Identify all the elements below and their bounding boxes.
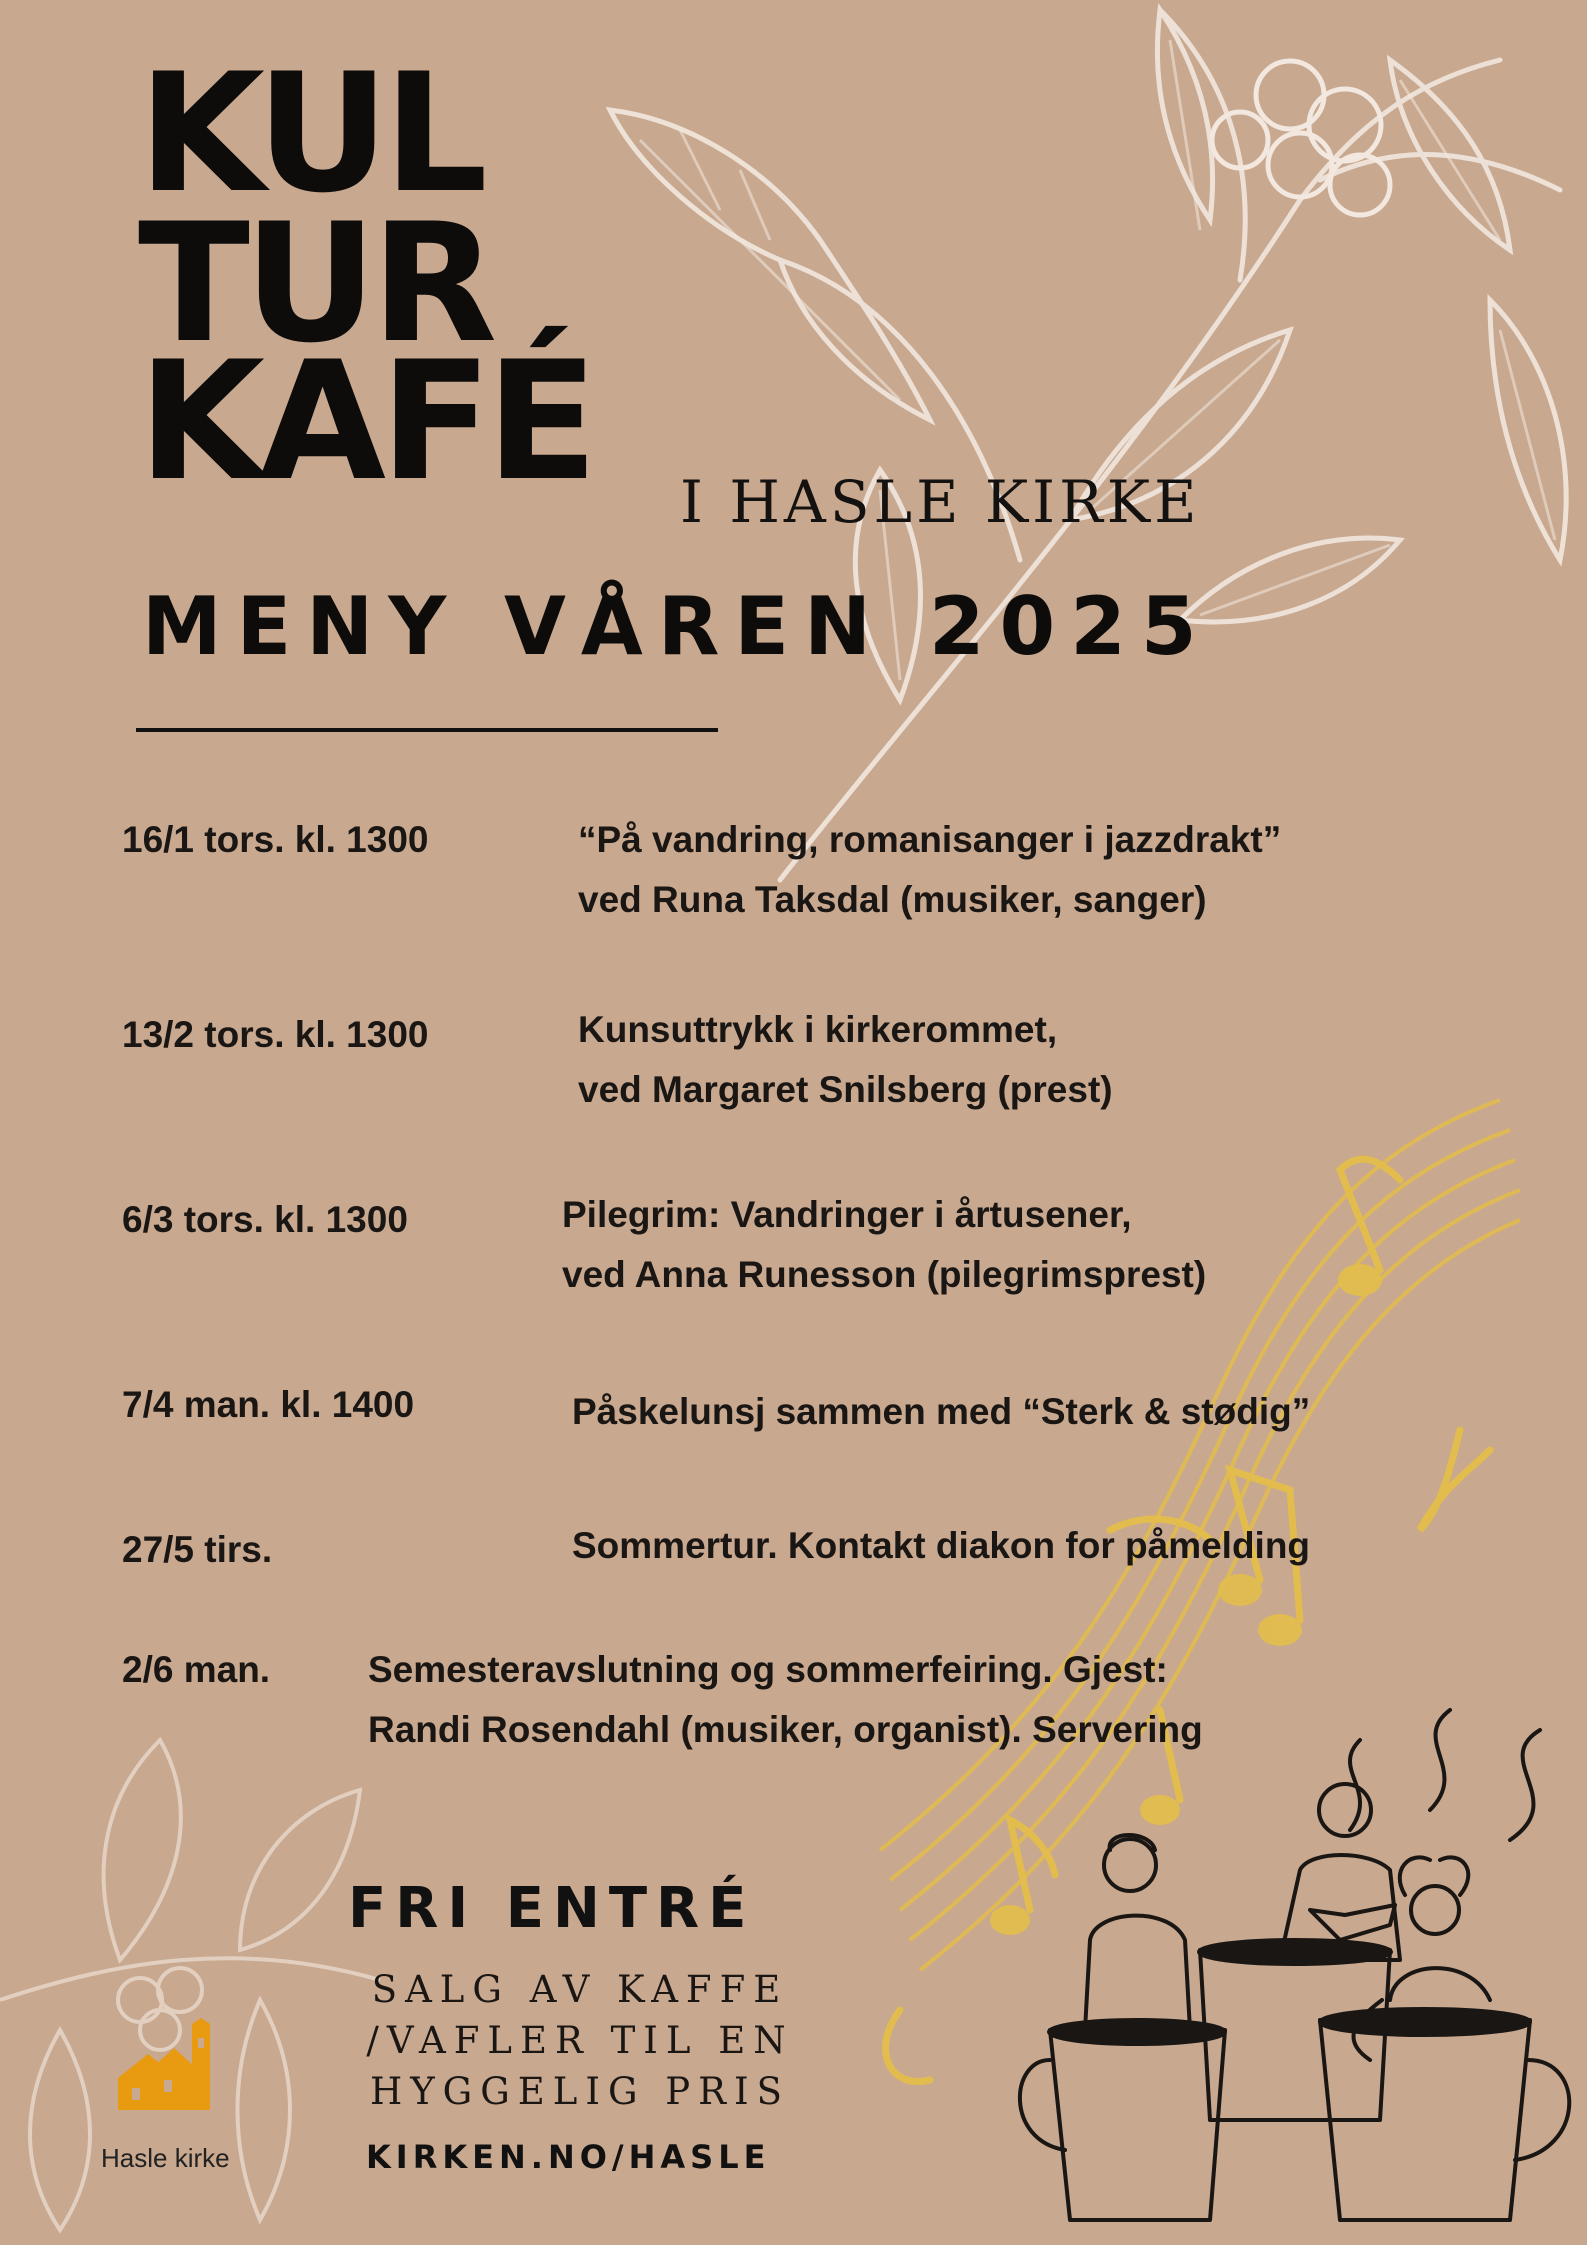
- event-description: Semesteravslutning og sommerfeiring. Gjest:: [368, 1649, 1168, 1690]
- event-description: ved Margaret Snilsberg (prest): [578, 1069, 1113, 1110]
- event-description: ved Anna Runesson (pilegrimsprest): [562, 1254, 1207, 1295]
- title-line-2: TUR: [138, 188, 492, 379]
- event-date: 16/1 tors. kl. 1300: [122, 819, 429, 860]
- church-logo-icon: [118, 2018, 218, 2114]
- heading-divider: [136, 728, 718, 732]
- coffee-branch-illustration: [600, 0, 1587, 900]
- subtitle: I HASLE KIRKE: [680, 468, 1201, 536]
- free-entry-heading: FRI ENTRÉ: [348, 1876, 756, 1941]
- sale-info-line: HYGGELIG PRIS: [369, 2070, 791, 2113]
- event-description: Sommertur. Kontakt diakon for påmelding: [572, 1525, 1311, 1566]
- event-date: 2/6 man.: [122, 1649, 271, 1690]
- event-date: 7/4 man. kl. 1400: [122, 1384, 415, 1425]
- sale-info-line: SALG AV KAFFE: [371, 1968, 789, 2011]
- event-description: ved Runa Taksdal (musiker, sanger): [578, 879, 1207, 920]
- event-date: 27/5 tirs.: [122, 1529, 273, 1570]
- event-description: Pilegrim: Vandringer i årtusener,: [562, 1194, 1132, 1235]
- event-description: “På vandring, romanisanger i jazzdrakt”: [578, 819, 1282, 860]
- website-link[interactable]: KIRKEN.NO/HASLE: [366, 2138, 771, 2176]
- church-logo-label: Hasle kirke: [101, 2143, 230, 2173]
- event-date: 13/2 tors. kl. 1300: [122, 1014, 429, 1055]
- people-in-coffee-cups-illustration: [1010, 1700, 1587, 2245]
- event-description: Påskelunsj sammen med “Sterk & stødig”: [572, 1391, 1311, 1432]
- sale-info-line: /VAFLER TIL EN: [366, 2019, 794, 2062]
- event-description: Kunsuttrykk i kirkerommet,: [578, 1009, 1058, 1050]
- title-line-3: KAFÉ: [138, 326, 593, 517]
- event-date: 6/3 tors. kl. 1300: [122, 1199, 408, 1240]
- menu-heading: MENY VÅREN 2025: [142, 580, 1212, 673]
- event-description: Randi Rosendahl (musiker, organist). Servering: [368, 1709, 1203, 1750]
- title-line-1: KUL: [138, 38, 482, 229]
